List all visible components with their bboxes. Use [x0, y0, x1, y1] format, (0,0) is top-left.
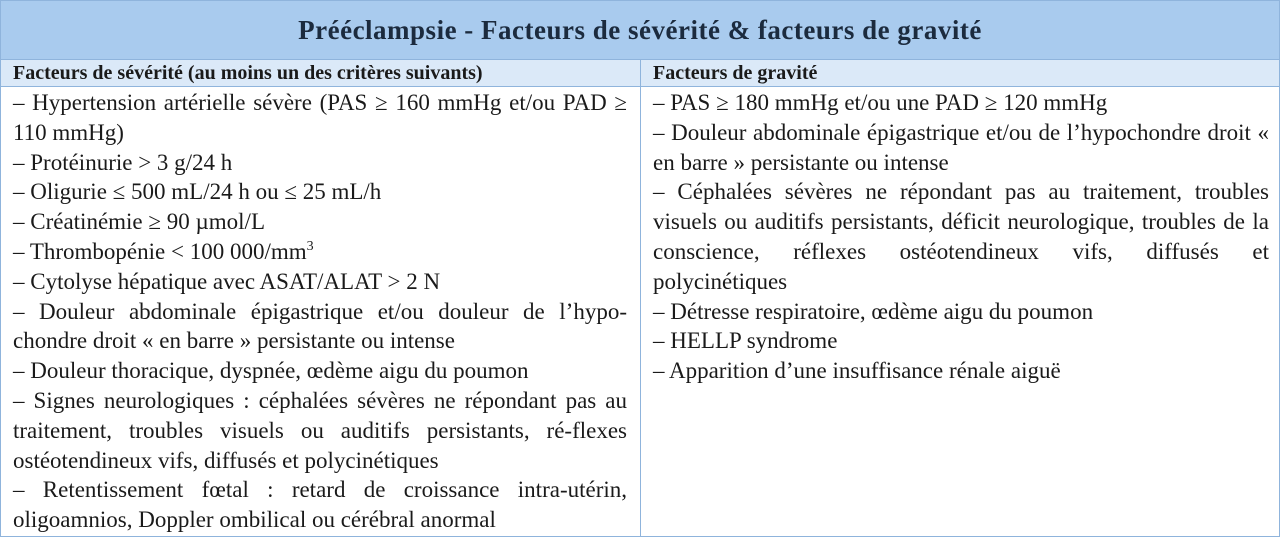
list-item: – Protéinurie > 3 g/24 h [13, 149, 233, 175]
list-item: – Retentissement fœtal : retard de croissance intra-utérin, oligoamnios, Doppler ombilical ou cérébral anormal [13, 477, 627, 533]
exponent: 3 [306, 238, 314, 254]
list-item: – Douleur abdominale épigastrique et/ou de l’hypochondre droit « en barre » persistante ou intense [653, 119, 1269, 175]
page-title: Prééclampsie - Facteurs de sévérité & facteurs de gravité [298, 14, 982, 45]
header-severity: Facteurs de sévérité (au moins un des critères suivants) [1, 60, 641, 86]
header-gravity: Facteurs de gravité [653, 62, 818, 84]
content-row [1, 87, 1279, 536]
thrombopenie-text: – Thrombopénie < 100 000/mm [13, 238, 307, 264]
list-item: – Apparition d’une insuffisance rénale aiguë [653, 358, 1061, 384]
list-item: – Douleur thoracique, dyspnée, œdème aigu du poumon [13, 358, 529, 384]
list-item: – Douleur abdominale épigastrique et/ou douleur de l’hypo-chondre droit « en barre » persistante ou intense [13, 298, 627, 354]
list-item: – Oligurie ≤ 500 mL/24 h ou ≤ 25 mL/h [13, 179, 382, 205]
gravity-list [641, 87, 1279, 536]
title-bar [1, 0, 1279, 59]
column-header-row [1, 59, 1279, 87]
list-item: – Signes neurologiques : céphalées sévères ne répondant pas au traitement, troubles visuels ou auditifs persistants, ré-flexes ostéotendineux vifs, diffusés et polycinétiques [13, 387, 627, 473]
list-item: – Cytolyse hépatique avec ASAT/ALAT > 2 N [13, 268, 441, 294]
list-item: – Détresse respiratoire, œdème aigu du poumon [653, 298, 1094, 324]
list-item: – Créatinémie ≥ 90 µmol/L [13, 209, 265, 235]
severity-list [1, 87, 641, 536]
list-item: – Céphalées sévères ne répondant pas au traitement, troubles visuels ou auditifs persistants, déficit neurologique, troubles de la conscience, réflexes ostéotendineux vifs, diffusés et polycinétiques [653, 179, 1269, 294]
list-item: – PAS ≥ 180 mmHg et/ou une PAD ≥ 120 mmHg [653, 90, 1108, 115]
list-item: – HELLP syndrome [653, 328, 838, 354]
list-item: – Hypertension artérielle sévère (PAS ≥ 160 mmHg et/ou PAD ≥ 110 mmHg) [13, 90, 627, 145]
list-item [13, 237, 627, 267]
